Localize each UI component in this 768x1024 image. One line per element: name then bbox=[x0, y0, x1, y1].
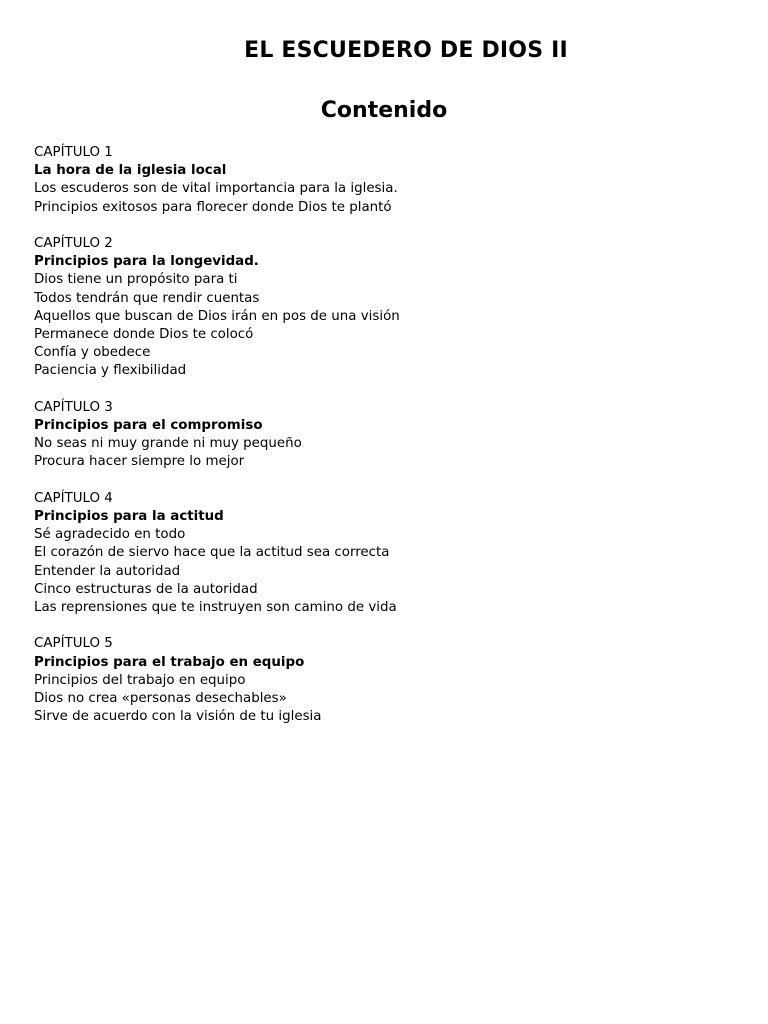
table-of-contents bbox=[34, 144, 734, 745]
chapter-item: Cinco estructuras de la autoridad bbox=[34, 581, 258, 597]
chapter-item: Los escuderos son de vital importancia para la iglesia. bbox=[34, 181, 398, 197]
chapter-label: CAPÍTULO 4 bbox=[34, 490, 113, 506]
chapter-item: Principios del trabajo en equipo bbox=[34, 672, 246, 688]
chapter-item: Sirve de acuerdo con la visión de tu iglesia bbox=[34, 709, 322, 725]
contents-heading: Contenido bbox=[320, 98, 448, 123]
chapter-label: CAPÍTULO 2 bbox=[34, 236, 113, 251]
chapter-title: Principios para la actitud bbox=[34, 509, 224, 525]
chapter-item: No seas ni muy grande ni muy pequeño bbox=[34, 436, 302, 452]
chapter-item: Paciencia y flexibilidad bbox=[34, 363, 187, 379]
chapter-title: Principios para el trabajo en equipo bbox=[34, 654, 305, 670]
chapter-item: Procura hacer siempre lo mejor bbox=[34, 454, 245, 470]
chapter-4 bbox=[34, 490, 734, 617]
chapter-item: Dios tiene un propósito para ti bbox=[34, 272, 238, 288]
chapter-item: Aquellos que buscan de Dios irán en pos de una visión bbox=[34, 308, 400, 324]
chapter-item: El corazón de siervo hace que la actitud sea correcta bbox=[34, 545, 390, 561]
chapter-1 bbox=[34, 144, 734, 217]
document-title: EL ESCUEDERO DE DIOS II bbox=[244, 38, 568, 63]
chapter-item: Principios exitosos para florecer donde Dios te plantó bbox=[34, 199, 392, 215]
chapter-item: Las reprensiones que te instruyen son camino de vida bbox=[34, 600, 397, 616]
chapter-item: Sé agradecido en todo bbox=[34, 527, 186, 543]
chapter-label: CAPÍTULO 3 bbox=[34, 399, 113, 415]
chapter-label: CAPÍTULO 5 bbox=[34, 636, 113, 652]
chapter-item: Permanece donde Dios te colocó bbox=[34, 327, 254, 343]
chapter-2 bbox=[34, 235, 734, 381]
chapter-5 bbox=[34, 635, 734, 726]
chapter-title: Principios para la longevidad. bbox=[34, 254, 259, 270]
chapter-3 bbox=[34, 399, 734, 472]
chapter-item: Todos tendrán que rendir cuentas bbox=[34, 290, 260, 306]
chapter-item: Dios no crea «personas desechables» bbox=[34, 691, 287, 707]
chapter-item: Confía y obedece bbox=[34, 345, 151, 361]
chapter-label: CAPÍTULO 1 bbox=[34, 145, 113, 160]
chapter-title: La hora de la iglesia local bbox=[34, 163, 227, 179]
chapter-title: Principios para el compromiso bbox=[34, 418, 263, 434]
chapter-item: Entender la autoridad bbox=[34, 563, 181, 579]
